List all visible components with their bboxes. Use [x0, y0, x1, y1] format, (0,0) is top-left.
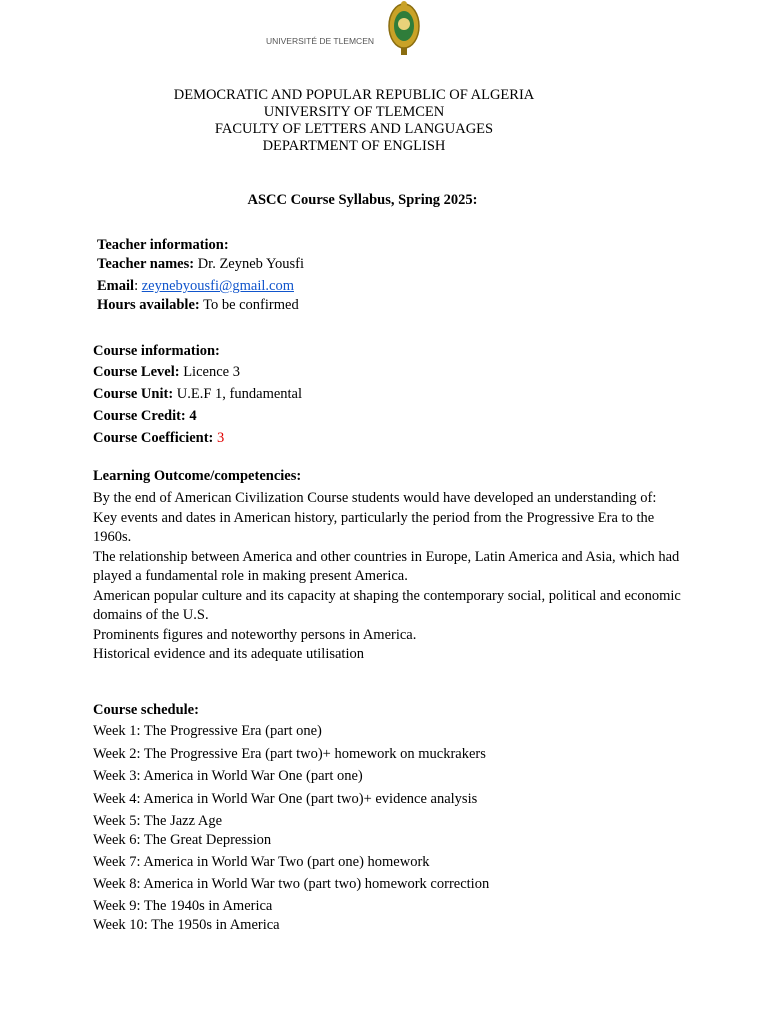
logo-french-text: UNIVERSITÉ DE TLEMCEN	[266, 36, 375, 46]
header-line: UNIVERSITY OF TLEMCEN	[263, 104, 445, 120]
outcome-item: Key events and dates in American history, particularly the period from the Progressive Era to the 1960s.	[93, 509, 655, 545]
course-unit: Course Unit: U.E.F 1, fundamental	[93, 386, 303, 402]
schedule-week: Week 8: America in World War two (part two) homework correction	[93, 876, 490, 892]
outcome-item: By the end of American Civilization Course students would have developed an understanding of:	[93, 490, 657, 506]
course-level: Course Level: Licence 3	[93, 364, 240, 380]
schedule-week: Week 5: The Jazz Age	[93, 813, 223, 829]
outcome-item: American popular culture and its capacity at shaping the contemporary social, political and economic domains of the U.S.	[93, 587, 681, 623]
teacher-names: Teacher names: Dr. Zeyneb Yousfi	[97, 256, 305, 272]
course-heading: Course information:	[93, 343, 220, 359]
email-link[interactable]: zeynebyousfi@gmail.com	[141, 278, 294, 294]
schedule-week: Week 9: The 1940s in America	[93, 898, 273, 914]
university-logo	[262, 0, 426, 56]
teacher-hours: Hours available: To be confirmed	[97, 297, 299, 313]
coefficient-value: 3	[217, 430, 225, 446]
schedule-heading: Course schedule:	[93, 702, 199, 718]
document-title: ASCC Course Syllabus, Spring 2025:	[247, 192, 478, 208]
schedule-week: Week 7: America in World War Two (part one) homework	[93, 854, 430, 870]
outcome-item: The relationship between America and other countries in Europe, Latin America and Asia, which had played a fundamental role in making present America.	[93, 548, 680, 584]
outcome-item: Historical evidence and its adequate utilisation	[93, 646, 364, 662]
schedule-week: Week 3: America in World War One (part one)	[93, 768, 363, 784]
outcomes-list	[93, 489, 685, 665]
institution-header	[0, 87, 708, 155]
schedule-week: Week 1: The Progressive Era (part one)	[93, 723, 322, 739]
course-credit: Course Credit: 4	[93, 408, 197, 424]
schedule-week: Week 6: The Great Depression	[93, 832, 272, 848]
header-line: DEMOCRATIC AND POPULAR REPUBLIC OF ALGERIA	[173, 87, 535, 103]
schedule-week: Week 4: America in World War One (part two)+ evidence analysis	[93, 791, 478, 807]
header-line: FACULTY OF LETTERS AND LANGUAGES	[214, 121, 494, 137]
university-emblem-icon	[386, 0, 422, 56]
outcome-item: Prominents figures and noteworthy persons in America.	[93, 626, 417, 643]
schedule-week: Week 10: The 1950s in America	[93, 917, 280, 933]
teacher-heading: Teacher information:	[97, 237, 229, 253]
header-line: DEPARTMENT OF ENGLISH	[262, 138, 446, 154]
course-coefficient: Course Coefficient: 3	[93, 430, 225, 446]
outcomes-heading: Learning Outcome/competencies:	[93, 468, 302, 484]
schedule-week: Week 2: The Progressive Era (part two)+ homework on muckrakers	[93, 746, 486, 762]
teacher-email: Email: zeynebyousfi@gmail.com	[97, 278, 294, 294]
